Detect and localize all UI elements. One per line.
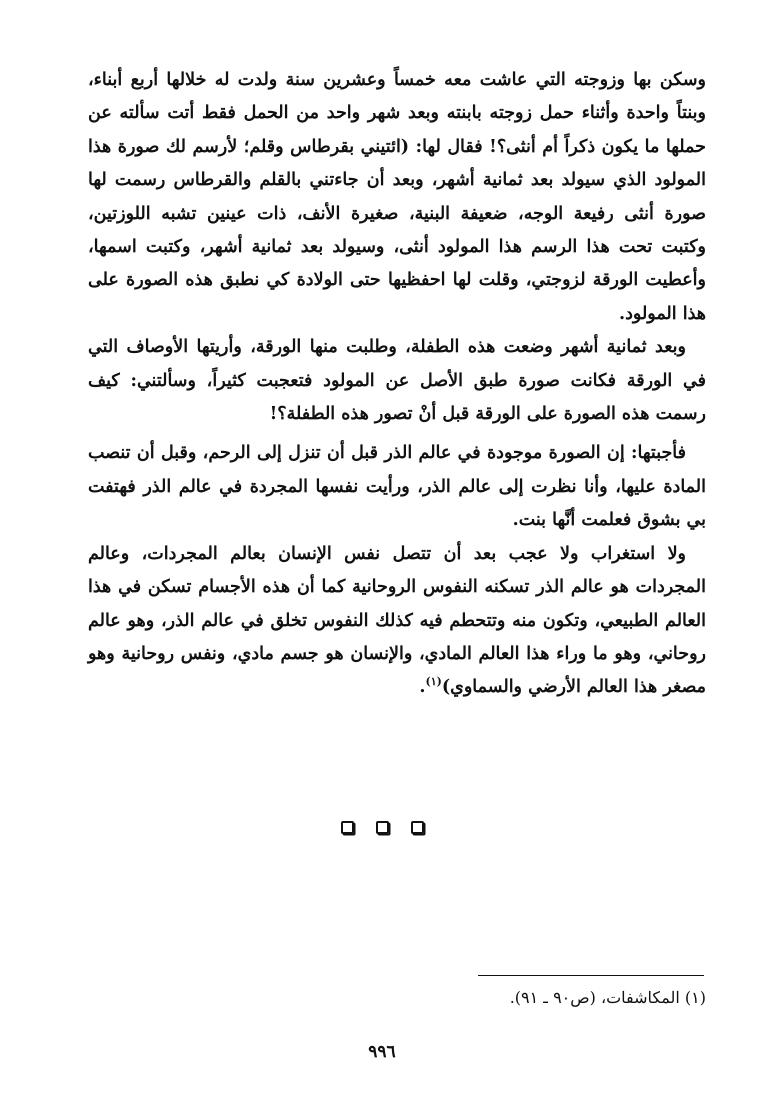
section-ornament <box>0 821 764 834</box>
paragraph-3 <box>88 437 706 537</box>
page-number: ٩٩٦ <box>368 1042 396 1062</box>
paragraph-3-text: فأجبتها: إن الصورة موجودة في عالم الذر قبل أن تنزل إلى الرحم، وقبل أن تنصب المادة عليها، وأنا نظرت إلى عالم الذر، ورأيت نفسها المجردة في عالم الذر فهتفت بي بشوق فعلمت أنَّها بنت. <box>88 443 706 531</box>
paragraph-4-text: ولا استغراب ولا عجب بعد أن تتصل نفس الإنسان بعالم المجردات، وعالم المجردات هو عالم الذر تسكنه النفوس الروحانية كما أن هذه الأجسام تسكن في هذا العالم الطبيعي، وتكون منه وتتحطم فيه كذلك النفوس تخلق في عالم الذر، وهو عالم روحاني، وهو ما وراء هذا العالم المادي، والإنسان هو جسم مادي، ونفس روحانية وهو مصغر هذا العالم الأرضي والسماوي) <box>88 543 706 698</box>
footnote-divider <box>478 975 704 976</box>
paragraph-2-text: وبعد ثمانية أشهر وضعت هذه الطفلة، وطلبت منها الورقة، وأريتها الأوصاف التي في الورقة فكانت صورة طبق الأصل عن المولود فتعجبت كثيراً، وسألتني: كيف رسمت هذه الصورة على الورقة قبل أنْ تصور هذه الطفلة؟! <box>88 337 706 425</box>
paragraph-1-text: وسكن بها وزوجته التي عاشت معه خمساً وعشرين سنة ولدت له خلالها أربع أبناء، وبنتاً واحدة وأثناء حمل زوجته بابنته وبعد شهر واحد من الحمل فقط أتت سألته عن حملها ما يكون ذكراً أم أنثى؟! فقال لها: (ائتيني بقرطاس وقلم؛ لأرسم لك صورة هذا المولود الذي سيولد بعد ثمانية أشهر، وبعد أن جاءتني بالقلم والقرطاس رسمت لها صورة أنثى رفيعة الوجه، ضعيفة البنية، صغيرة الأنف، ذات عينين تشبه اللوزتين، وكتبت تحت هذا الرسم هذا المولود أنثى، وسيولد بعد ثمانية أشهر، وكتبت اسمها، وأعطيت الورقة لزوجتي، وقلت لها احفظيها حتى الولادة كي نطبق هذه الصورة على هذا المولود. <box>88 70 706 324</box>
paragraph-1 <box>88 64 706 331</box>
ornament-square-icon <box>341 821 354 834</box>
ornament-square-icon <box>376 821 389 834</box>
paragraph-2 <box>88 331 706 431</box>
paragraph-4-end: . <box>419 677 426 698</box>
footnote: (١) المكاشفات، (ص٩٠ ـ ٩١). <box>509 988 706 1007</box>
main-text <box>88 64 706 705</box>
ornament-square-icon <box>411 821 424 834</box>
paragraph-4 <box>88 538 706 705</box>
footnote-marker: (١) <box>425 675 442 689</box>
